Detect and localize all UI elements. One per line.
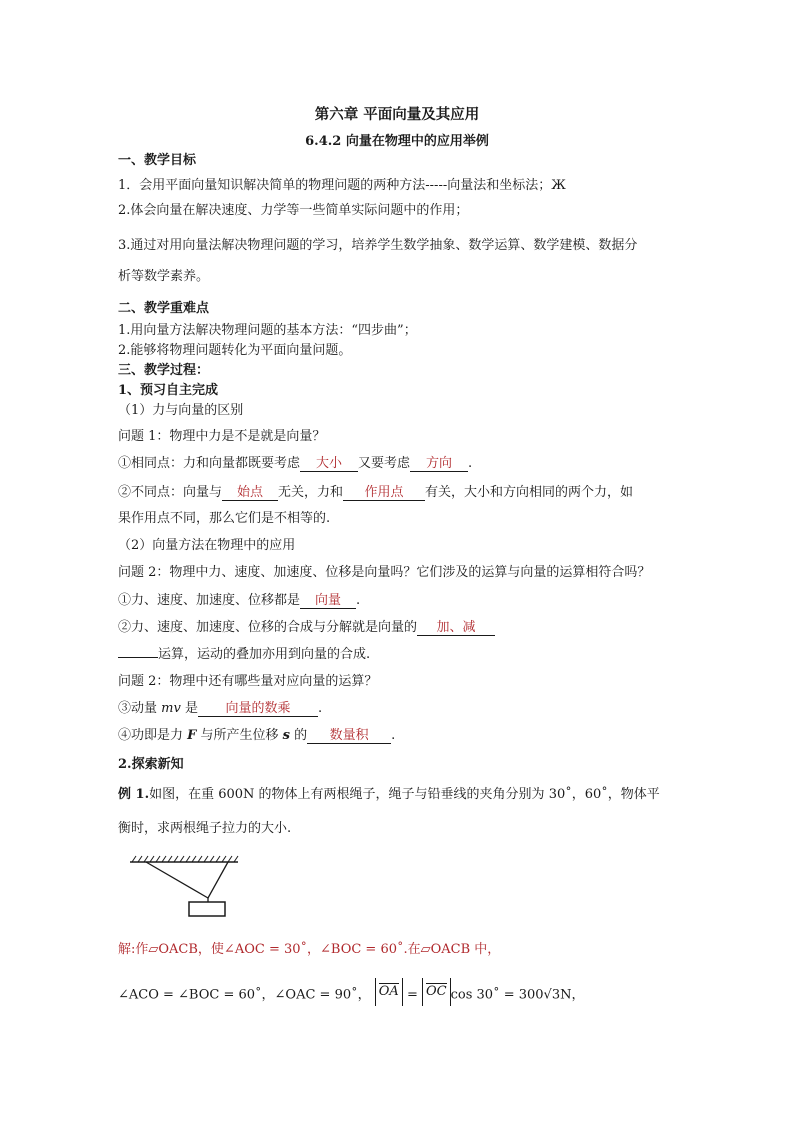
question-2: 问题 2：物理中力、速度、加速度、位移是向量吗？它们涉及的运算与向量的运算相符合吗？ xyxy=(118,565,651,580)
ceiling-hatch xyxy=(132,856,238,862)
key-point-1: 1.用向量方法解决物理问题的基本方法：“四步曲”； xyxy=(118,323,417,338)
solution-line-2: ∠ACO = ∠BOC = 60˚，∠OAC = 90˚， OA = OC cos 30˚ = 300√3N， xyxy=(118,984,584,1006)
answer-start-point: 始点 xyxy=(222,485,278,501)
subheading-vector-application: （2）向量方法在物理中的应用 xyxy=(118,538,296,553)
question-1: 问题 1：物理中力是不是就是向量？ xyxy=(118,429,326,444)
rope-right xyxy=(208,862,228,898)
chapter-title: 第六章 平面向量及其应用 xyxy=(314,106,480,123)
rope-diagram xyxy=(128,853,240,919)
subheading-preview: 1、预习自主完成 xyxy=(118,383,219,398)
subheading-force-vs-vector: （1）力与向量的区别 xyxy=(118,403,244,418)
heading-key-points: 二、教学重难点 xyxy=(118,301,210,316)
vector-oa: OA xyxy=(378,984,399,999)
rope-left xyxy=(146,862,208,898)
weight-block xyxy=(189,902,225,916)
norm-oa xyxy=(375,978,403,1006)
question-3: 问题 2：物理中还有哪些量对应向量的运算？ xyxy=(118,674,378,689)
answer-line-1: ①力、速度、加速度、位移都是 向量 . xyxy=(118,593,361,608)
answer-add-subtract: 加、减 xyxy=(417,620,495,636)
answer-magnitude: 大小 xyxy=(300,456,358,472)
vector-oc: OC xyxy=(426,984,447,999)
section-title: 6.4.2 向量在物理中的应用举例 xyxy=(305,134,489,149)
answer-line-4: ④功即是力 F 与所产生位移 s 的 数量积 . xyxy=(118,728,396,743)
same-point-line: ①相同点：力和向量都既要考虑 大小 又要考虑 方向 . xyxy=(118,456,473,471)
blank-continuation xyxy=(118,657,158,658)
answer-vector: 向量 xyxy=(300,593,356,609)
key-point-2: 2.能够将物理问题转化为平面向量问题。 xyxy=(118,343,352,358)
heading-teaching-goals: 一、教学目标 xyxy=(118,153,197,168)
answer-direction: 方向 xyxy=(410,456,468,472)
answer-line-3: ③动量 mv 是 向量的数乘 . xyxy=(118,701,323,716)
norm-oc xyxy=(422,978,451,1006)
answer-scalar-multiplication: 向量的数乘 xyxy=(198,701,318,717)
heading-teaching-process: 三、教学过程： xyxy=(118,363,210,378)
goal-1 xyxy=(118,177,566,195)
goal-1-tail: Ж xyxy=(551,178,566,193)
goal-2: 2.体会向量在解决速度、力学等一些简单实际问题中的作用； xyxy=(118,203,469,218)
diff-point-line: ②不同点：向量与 始点 无关，力和 作用点 有关，大小和方向相同的两个力，如 xyxy=(118,485,634,500)
goal-3-line-2: 析等数学素养。 xyxy=(118,269,210,284)
diff-point-line-2: 果作用点不同，那么它们是不相等的. xyxy=(118,511,331,526)
example-1-line-1: 例 1.如图，在重 600N 的物体上有两根绳子，绳子与铅垂线的夹角分别为 30˚，60˚，物体平 xyxy=(118,787,660,802)
answer-line-2: ②力、速度、加速度、位移的合成与分解就是向量的 加、减 xyxy=(118,619,495,637)
subheading-explore: 2.探索新知 xyxy=(118,757,184,772)
goal-3-line-1: 3.通过对用向量法解决物理问题的学习，培养学生数学抽象、数学运算、数学建模、数据分 xyxy=(118,238,638,253)
answer-action-point: 作用点 xyxy=(343,485,425,501)
solution-line-1: 解:作▱OACB，使∠AOC = 30˚，∠BOC = 60˚.在▱OACB 中， xyxy=(118,942,501,957)
goal-1-text: 1．会用平面向量知识解决简单的物理问题的两种方法-----向量法和坐标法； xyxy=(118,178,552,193)
answer-line-2-cont: 运算，运动的叠加亦用到向量的合成. xyxy=(118,646,370,664)
example-1-line-2: 衡时，求两根绳子拉力的大小. xyxy=(118,821,292,836)
answer-dot-product: 数量积 xyxy=(307,728,391,744)
